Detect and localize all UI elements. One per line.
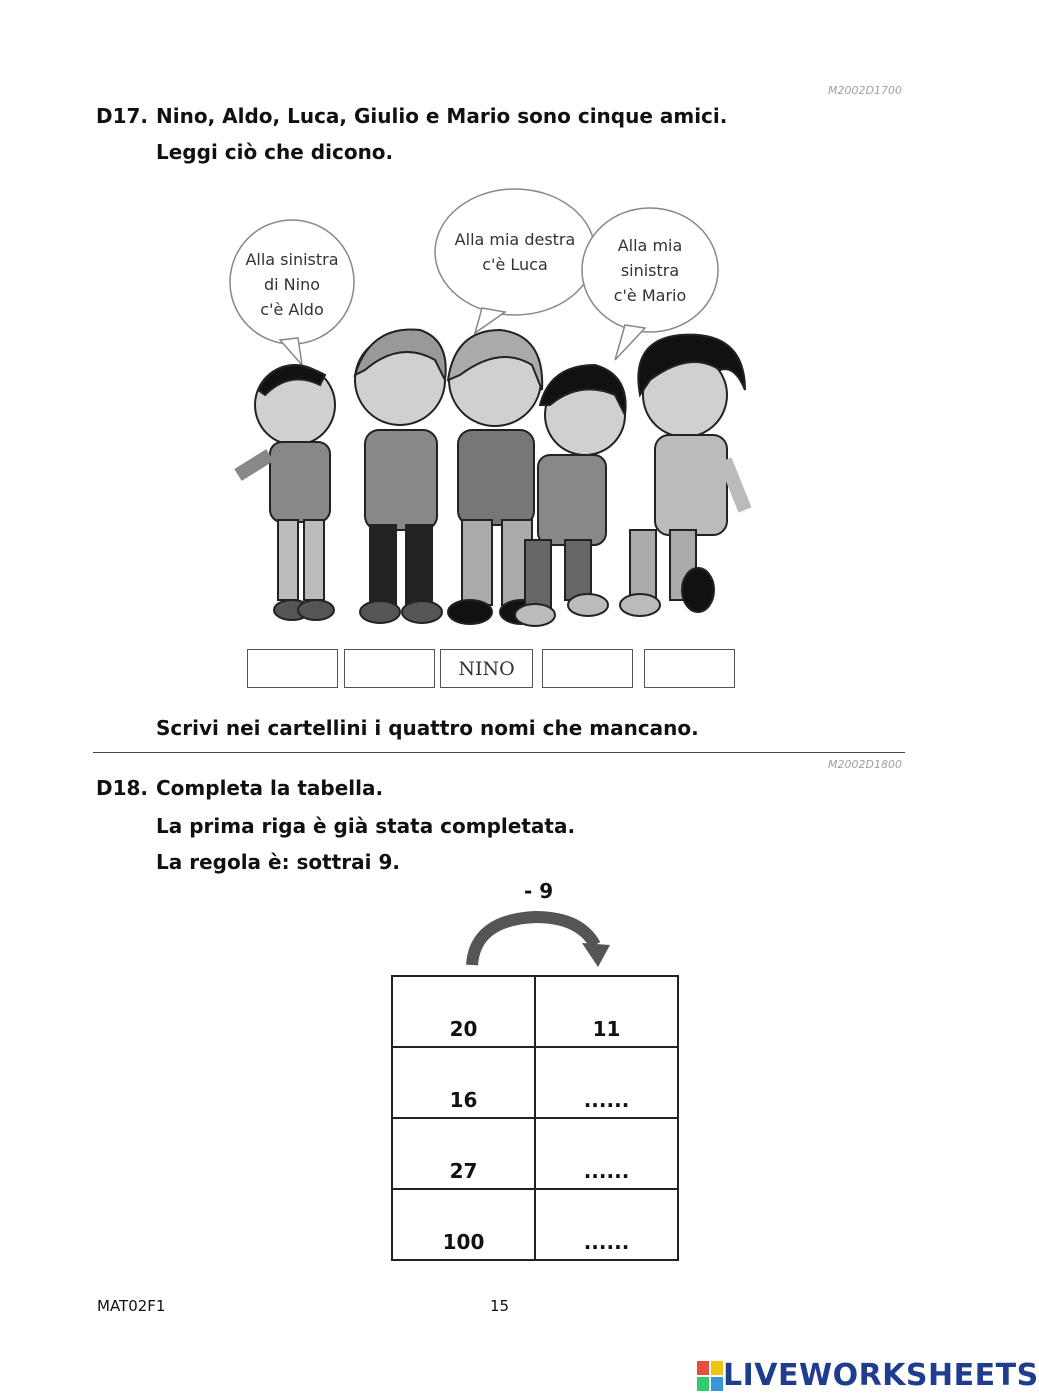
liveworksheets-brand-text: LIVEWORKSHEETS: [723, 1358, 1039, 1393]
question-number-d17: D17.: [96, 104, 149, 128]
name-input-5[interactable]: [645, 649, 734, 688]
bubble-right-line1: Alla mia: [617, 236, 683, 255]
table-cell-left: 16: [392, 1047, 535, 1118]
bubble-left-line3: c'è Aldo: [260, 300, 324, 319]
section-divider: [93, 752, 905, 753]
table-cell-left: 27: [392, 1118, 535, 1189]
table-cell-left: 20: [392, 976, 535, 1047]
name-box-nino: NINO: [440, 649, 533, 688]
doc-code: MAT02F1: [97, 1297, 166, 1315]
question-text-d18-line2: La prima riga è già stata completata.: [156, 814, 576, 838]
name-input-2[interactable]: [345, 649, 434, 688]
name-input-4[interactable]: [543, 649, 632, 688]
speech-bubble-right-text: [590, 233, 710, 308]
page-number: 15: [490, 1297, 510, 1315]
question-text-d17-line2: Leggi ciò che dicono.: [156, 140, 394, 164]
bubble-left-line1: Alla sinistra: [245, 250, 339, 269]
table-answer-cell[interactable]: ......: [535, 1118, 678, 1189]
question-code-d17: M2002D1700: [828, 84, 902, 97]
question-text-d18-line3: La regola è: sottrai 9.: [156, 850, 400, 874]
instruction-d17: Scrivi nei cartellini i quattro nomi che mancano.: [156, 716, 699, 740]
curved-arrow-icon: [460, 905, 620, 970]
question-number-d18: D18.: [96, 776, 149, 800]
table-row: [392, 1118, 678, 1189]
name-box-5[interactable]: [644, 649, 735, 688]
bubble-center-line2: c'è Luca: [482, 255, 548, 274]
table-cell-left: 100: [392, 1189, 535, 1260]
bubble-left-line2: di Nino: [263, 275, 321, 294]
table-row: [392, 976, 678, 1047]
table-row: [392, 1047, 678, 1118]
table-row: [392, 1189, 678, 1260]
arrow-label: - 9: [524, 879, 554, 903]
table-answer-cell[interactable]: ......: [535, 1047, 678, 1118]
question-text-d17-line1: Nino, Aldo, Luca, Giulio e Mario sono cinque amici.: [156, 104, 728, 128]
question-text-d18-line1: Completa la tabella.: [156, 776, 384, 800]
bubble-center-line1: Alla mia destra: [454, 230, 576, 249]
bubble-right-line3: c'è Mario: [613, 286, 687, 305]
name-input-1[interactable]: [248, 649, 337, 688]
liveworksheets-logo-icon: [697, 1361, 723, 1391]
subtraction-table: [391, 975, 679, 1261]
speech-bubble-center-text: [440, 227, 590, 277]
speech-bubble-left-text: [232, 247, 352, 322]
name-box-4[interactable]: [542, 649, 633, 688]
question-code-d18: M2002D1800: [828, 758, 902, 771]
name-box-1[interactable]: [247, 649, 338, 688]
name-box-2[interactable]: [344, 649, 435, 688]
table-cell-right: 11: [535, 976, 678, 1047]
liveworksheets-logo: [697, 1358, 1039, 1393]
bubble-right-line2: sinistra: [620, 261, 680, 280]
table-answer-cell[interactable]: ......: [535, 1189, 678, 1260]
